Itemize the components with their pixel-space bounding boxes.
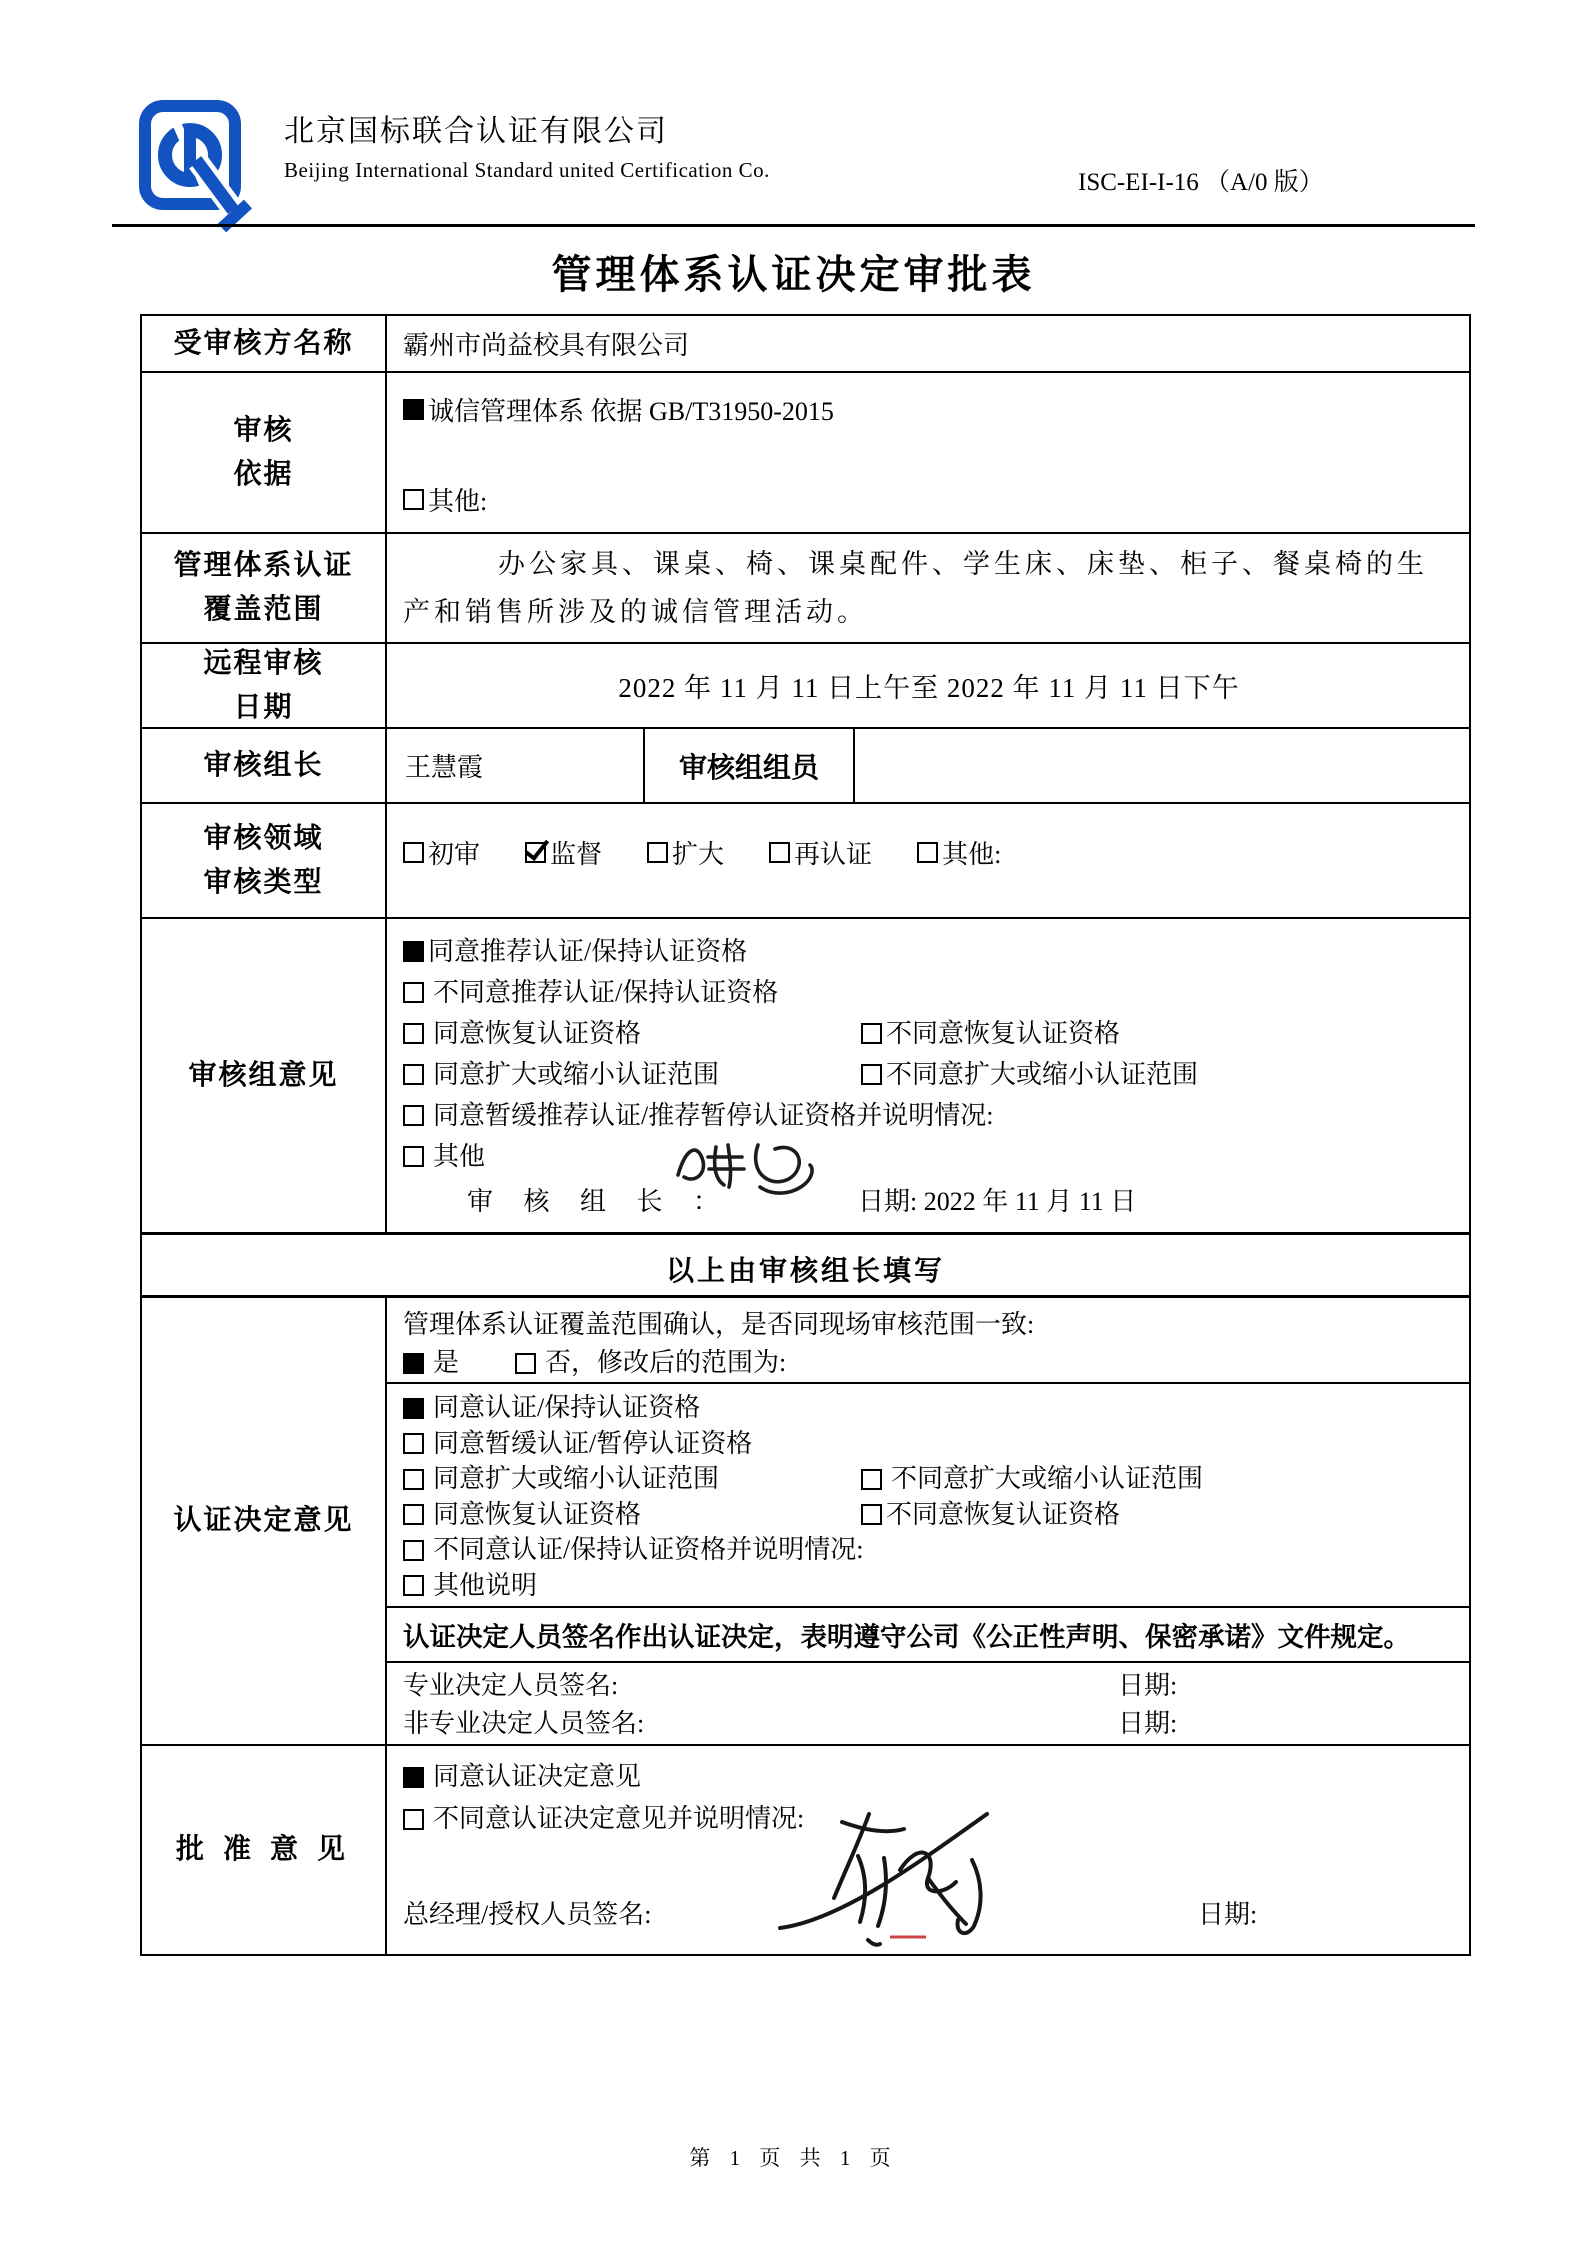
team-members-label: 审核组组员 [645, 729, 855, 802]
decision-options [387, 1382, 1469, 1605]
audit-type-option-surveillance: 监督 [525, 834, 602, 871]
checkbox-filled-icon [403, 1353, 424, 1374]
decision-confirm-title: 管理体系认证覆盖范围确认，是否同现场审核范围一致: [403, 1310, 1035, 1339]
row-approval [142, 1744, 1469, 1954]
checkbox-empty-icon [403, 1105, 424, 1126]
decision-signatures [387, 1661, 1469, 1744]
audit-type-option-initial: 初审 [403, 834, 480, 871]
team-opinion-line2: 不同意推荐认证/保持认证资格 [403, 972, 1455, 1013]
page-title: 管理体系认证决定审批表 [551, 252, 1036, 297]
prof-date-label: 日期: [1118, 1670, 1178, 1700]
row-auditee [142, 316, 1469, 371]
gm-signature [772, 1798, 1037, 1956]
checkbox-empty-icon [403, 489, 424, 510]
nonprof-date-label: 日期: [1118, 1708, 1178, 1738]
basis-option-other: 其他: [403, 481, 1455, 518]
cert-scope-text: 办公家具、课桌、椅、课桌配件、学生床、床垫、柜子、餐桌椅的生产和销售所涉及的诚信管理活动。 [403, 549, 1428, 627]
team-opinion-line4: 同意扩大或缩小认证范围 不同意扩大或缩小认证范围 [403, 1054, 1455, 1095]
approval-opt2: 不同意认证决定意见并说明情况: [403, 1798, 1455, 1840]
checkbox-empty-icon [861, 1064, 882, 1085]
page-number: 第 1 页 共 1 页 [689, 2146, 898, 2170]
checkbox-empty-icon [403, 1064, 424, 1085]
nonprof-sign-line [403, 1705, 1455, 1743]
decision-opt4: 同意恢复认证资格 不同意恢复认证资格 [403, 1497, 1455, 1533]
row-audit-basis [142, 371, 1469, 532]
approval-opt1: 同意认证决定意见 [403, 1756, 1455, 1798]
remote-date-value: 2022 年 11 月 11 日上午至 2022 年 11 月 11 日下午 [618, 673, 1240, 703]
header-divider [112, 224, 1475, 227]
team-opinion-label: 审核组意见 [142, 919, 387, 1232]
nonprof-sign-label: 非专业决定人员签名: [403, 1708, 645, 1738]
team-opinion-line1: 同意推荐认证/保持认证资格 [403, 931, 1455, 972]
gm-date-label: 日期: [1198, 1900, 1258, 1929]
prof-sign-label: 专业决定人员签名: [403, 1670, 619, 1700]
decision-opt1: 同意认证/保持认证资格 [403, 1390, 1455, 1426]
decision-yes-no-line: 是 否，修改后的范围为: [403, 1344, 1455, 1382]
decision-label: 认证决定意见 [142, 1298, 387, 1744]
team-members-value [855, 729, 1469, 802]
audit-basis-label: 审核 依据 [142, 373, 387, 532]
checkbox-empty-icon [403, 1540, 424, 1561]
checkbox-empty-icon [403, 1504, 424, 1525]
audit-type-option-other: 其他: [917, 834, 1001, 871]
decision-opt5: 不同意认证/保持认证资格并说明情况: [403, 1532, 1455, 1568]
row-middle-note [142, 1232, 1469, 1295]
company-logo-icon [138, 100, 250, 232]
team-leader-sign-label: 审 核 组 长 ： [467, 1187, 732, 1216]
row-audit-type [142, 802, 1469, 917]
team-leader-label: 审核组长 [142, 729, 387, 802]
audit-type-option-recert: 再认证 [769, 834, 872, 871]
checkbox-filled-icon [403, 399, 424, 420]
checkbox-empty-icon [403, 1146, 424, 1167]
decision-content [387, 1298, 1469, 1744]
checkbox-checked-icon [525, 842, 546, 863]
team-opinion-content [387, 919, 1469, 1232]
checkbox-empty-icon [403, 1809, 424, 1830]
row-cert-scope [142, 532, 1469, 642]
decision-scope-confirm [387, 1298, 1469, 1382]
team-leader-signature [672, 1131, 832, 1207]
prof-sign-line [403, 1667, 1455, 1705]
row-team-opinion [142, 917, 1469, 1232]
checkbox-empty-icon [403, 1023, 424, 1044]
team-opinion-line6: 其他 [403, 1136, 1455, 1177]
checkbox-empty-icon [403, 1575, 424, 1596]
checkbox-empty-icon [403, 1469, 424, 1490]
auditee-value: 霸州市尚益校具有限公司 [403, 331, 690, 360]
cert-scope-label: 管理体系认证 覆盖范围 [142, 534, 387, 642]
checkbox-empty-icon [403, 842, 424, 863]
approval-content [387, 1746, 1469, 1954]
audit-type-option-expansion: 扩大 [647, 834, 724, 871]
gm-sign-label: 总经理/授权人员签名: [403, 1900, 652, 1929]
auditee-label: 受审核方名称 [142, 316, 387, 371]
decision-statement: 认证决定人员签名作出认证决定，表明遵守公司《公正性声明、保密承诺》文件规定。 [387, 1606, 1469, 1661]
team-leader-name: 王慧霞 [387, 729, 645, 802]
team-opinion-date: 日期: 2022 年 11 月 11 日 [858, 1187, 1137, 1216]
checkbox-empty-icon [403, 1433, 424, 1454]
checkbox-empty-icon [917, 842, 938, 863]
checkbox-filled-icon [403, 1398, 424, 1419]
team-opinion-line5: 同意暂缓推荐认证/推荐暂停认证资格并说明情况: [403, 1095, 1455, 1136]
checkbox-empty-icon [861, 1504, 882, 1525]
row-remote-date [142, 642, 1469, 727]
remote-date-label: 远程审核 日期 [142, 644, 387, 727]
checkbox-empty-icon [647, 842, 668, 863]
checkbox-filled-icon [403, 1767, 424, 1788]
basis-option-integrity: 诚信管理体系 依据 GB/T31950-2015 [403, 391, 1455, 428]
checkbox-empty-icon [769, 842, 790, 863]
approval-form-table [140, 314, 1471, 1956]
decision-opt2: 同意暂缓认证/暂停认证资格 [403, 1426, 1455, 1462]
checkbox-empty-icon [861, 1469, 882, 1490]
audit-type-options [387, 804, 1469, 917]
audit-basis-content [387, 373, 1469, 532]
middle-note-text: 以上由审核组长填写 [665, 1256, 945, 1287]
audit-type-label: 审核领域 审核类型 [142, 804, 387, 917]
row-decision [142, 1295, 1469, 1744]
decision-opt3: 同意扩大或缩小认证范围 不同意扩大或缩小认证范围 [403, 1461, 1455, 1497]
company-name-en: Beijing International Standard united Certification Co. [284, 158, 770, 182]
team-opinion-line3: 同意恢复认证资格 不同意恢复认证资格 [403, 1013, 1455, 1054]
document-code: ISC-EI-I-16 （A/0 版） [1078, 169, 1324, 196]
checkbox-filled-icon [403, 941, 424, 962]
approval-label: 批 准 意 见 [142, 1746, 387, 1954]
decision-opt6: 其他说明 [403, 1568, 1455, 1604]
cert-scope-content [387, 534, 1469, 642]
checkbox-empty-icon [515, 1353, 536, 1374]
row-team-leader [142, 727, 1469, 802]
checkbox-empty-icon [403, 982, 424, 1003]
company-name-cn: 北京国标联合认证有限公司 [284, 115, 668, 148]
checkbox-empty-icon [861, 1023, 882, 1044]
team-leader-sign-line [403, 1181, 1455, 1227]
